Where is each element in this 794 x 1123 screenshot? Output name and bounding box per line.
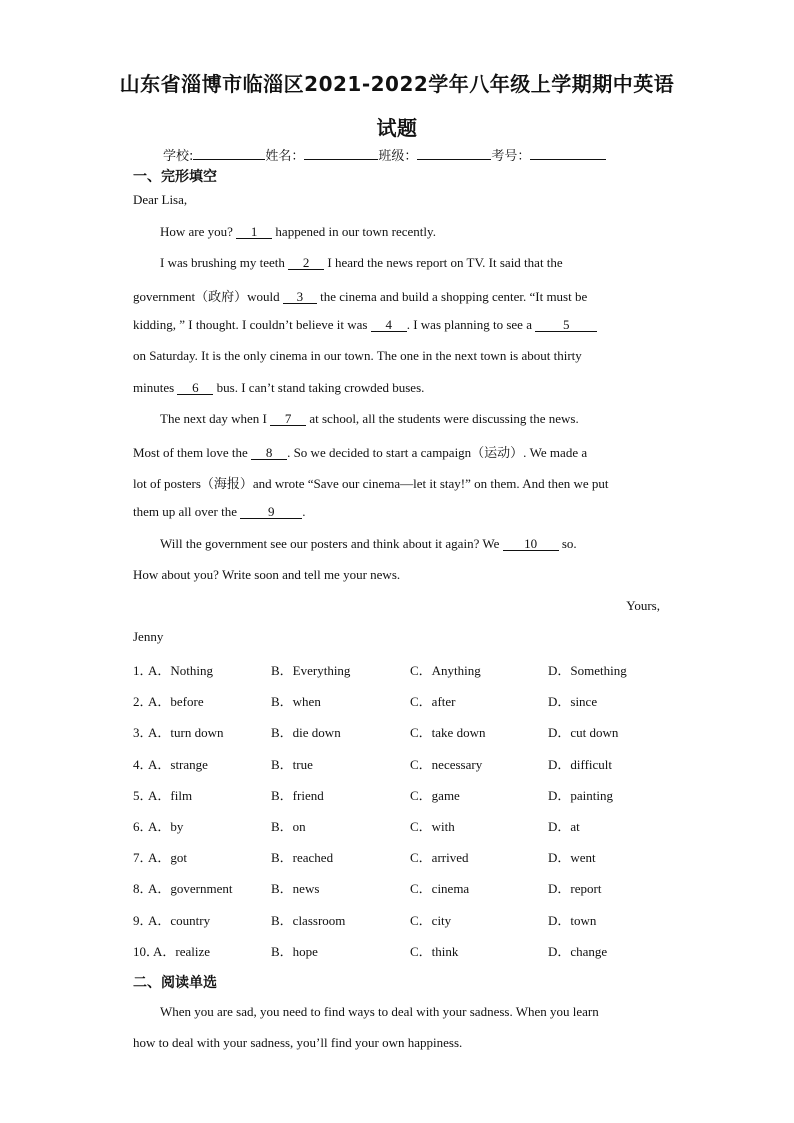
letter-line: on Saturday. It is the only cinema in our town. The one in the next town is about thirty xyxy=(133,348,582,363)
option-d[interactable]: D．town xyxy=(548,912,597,928)
number-label: 考号： xyxy=(491,149,531,164)
option-a[interactable]: A．realize xyxy=(153,943,211,959)
letter-greeting: Dear Lisa, xyxy=(133,192,188,207)
section-heading-cloze: 一、完形填空 xyxy=(133,169,217,185)
blank-10[interactable]: 10 xyxy=(503,537,559,551)
option-b[interactable]: B．die down xyxy=(271,725,341,741)
school-label: 学校: xyxy=(163,149,194,164)
letter-line: them up all over the 9 . xyxy=(133,504,306,519)
question-number: 3． xyxy=(133,725,153,741)
option-a[interactable]: A．got xyxy=(148,850,188,866)
option-d[interactable]: D．painting xyxy=(548,787,613,803)
letter-line: How about you? Write soon and tell me your news. xyxy=(133,567,401,582)
option-c[interactable]: C．after xyxy=(410,694,456,710)
question-number: 6． xyxy=(133,819,153,834)
option-a[interactable]: A．turn down xyxy=(148,725,224,741)
option-d[interactable]: D．at xyxy=(548,819,580,834)
option-c[interactable]: C．take down xyxy=(410,725,486,741)
option-d[interactable]: D．difficult xyxy=(548,756,613,772)
letter-closing: Yours, xyxy=(626,598,660,613)
letter-line: How are you? 1 happened in our town recently. xyxy=(160,224,436,239)
blank-4[interactable]: 4 xyxy=(371,318,407,332)
question-number: 9． xyxy=(133,912,153,928)
letter-signature: Jenny xyxy=(133,629,164,644)
option-d[interactable]: D．went xyxy=(548,850,596,866)
option-a[interactable]: A．film xyxy=(148,787,193,803)
option-c[interactable]: C．think xyxy=(410,943,459,959)
name-field[interactable] xyxy=(304,147,378,160)
question-number: 5． xyxy=(133,787,153,803)
option-c[interactable]: C．with xyxy=(410,819,455,834)
option-d[interactable]: D．change xyxy=(548,943,608,959)
blank-7[interactable]: 7 xyxy=(270,412,306,426)
blank-8[interactable]: 8 xyxy=(251,446,287,460)
option-d[interactable]: D．report xyxy=(548,881,602,897)
letter-line: minutes 6 bus. I can’t stand taking crowded buses. xyxy=(133,380,425,395)
option-c[interactable]: C．game xyxy=(410,787,460,803)
option-a[interactable]: A．strange xyxy=(148,756,208,772)
option-c[interactable]: C．arrived xyxy=(410,850,469,866)
option-b[interactable]: B．news xyxy=(271,881,320,897)
school-field[interactable] xyxy=(193,147,265,160)
class-field[interactable] xyxy=(417,147,491,160)
option-b[interactable]: B．reached xyxy=(271,850,334,866)
option-d[interactable]: D．cut down xyxy=(548,725,619,741)
option-a[interactable]: A．country xyxy=(148,912,211,928)
question-number: 7． xyxy=(133,850,153,866)
section-heading-reading: 二、阅读单选 xyxy=(133,975,217,991)
letter-line: kidding, ” I thought. I couldn’t believe it was 4 . I was planning to see a 5 xyxy=(133,317,663,333)
option-b[interactable]: B．true xyxy=(271,756,313,772)
letter-line: lot of posters（海报）and wrote “Save our cinema—let it stay!” on them. And then we put xyxy=(133,476,609,491)
blank-2[interactable]: 2 xyxy=(288,256,324,270)
letter-line: The next day when I 7 at school, all the students were discussing the news. xyxy=(160,411,579,426)
reading-line: When you are sad, you need to find ways to deal with your sadness. When you learn xyxy=(160,1004,599,1019)
option-c[interactable]: C．cinema xyxy=(410,881,470,897)
option-b[interactable]: B．Everything xyxy=(271,663,351,678)
blank-5[interactable]: 5 xyxy=(535,318,597,332)
option-c[interactable]: C．Anything xyxy=(410,663,481,678)
class-label: 班级： xyxy=(378,149,418,164)
option-a[interactable]: A．Nothing xyxy=(148,663,214,678)
option-b[interactable]: B．friend xyxy=(271,787,324,803)
letter-line: I was brushing my teeth 2 I heard the news report on TV. It said that the xyxy=(160,255,563,270)
option-c[interactable]: C．necessary xyxy=(410,756,483,772)
question-number: 10． xyxy=(133,943,160,959)
question-number: 2． xyxy=(133,694,153,710)
option-c[interactable]: C．city xyxy=(410,912,452,928)
blank-9[interactable]: 9 xyxy=(240,505,302,519)
question-number: 1． xyxy=(133,663,153,678)
student-info-line xyxy=(163,145,606,164)
letter-line: government（政府）would 3 the cinema and build a shopping center. “It must be xyxy=(133,289,588,304)
option-b[interactable]: B．hope xyxy=(271,943,318,959)
blank-3[interactable]: 3 xyxy=(283,290,317,304)
option-d[interactable]: D．since xyxy=(548,694,598,710)
blank-6[interactable]: 6 xyxy=(177,381,213,395)
option-b[interactable]: B．when xyxy=(271,694,321,710)
blank-1[interactable]: 1 xyxy=(236,225,272,239)
letter-line: Most of them love the 8 . So we decided to start a campaign（运动）. We made a xyxy=(133,445,588,460)
name-label: 姓名： xyxy=(265,149,305,164)
reading-line: how to deal with your sadness, you’ll find your own happiness. xyxy=(133,1035,463,1050)
question-number: 8． xyxy=(133,881,153,897)
option-a[interactable]: A．by xyxy=(148,819,184,834)
question-number: 4． xyxy=(133,756,153,772)
option-a[interactable]: A．before xyxy=(148,694,204,710)
option-b[interactable]: B．on xyxy=(271,819,306,834)
number-field[interactable] xyxy=(530,147,606,160)
page-title: 山东省淄博市临淄区2021-2022学年八年级上学期期中英语 xyxy=(119,72,675,96)
letter-line: Will the government see our posters and think about it again? We 10 so. xyxy=(160,536,577,551)
option-b[interactable]: B．classroom xyxy=(271,912,346,928)
page-title-continued: 试题 xyxy=(376,116,418,140)
option-a[interactable]: A．government xyxy=(148,881,233,897)
option-d[interactable]: D．Something xyxy=(548,663,627,678)
